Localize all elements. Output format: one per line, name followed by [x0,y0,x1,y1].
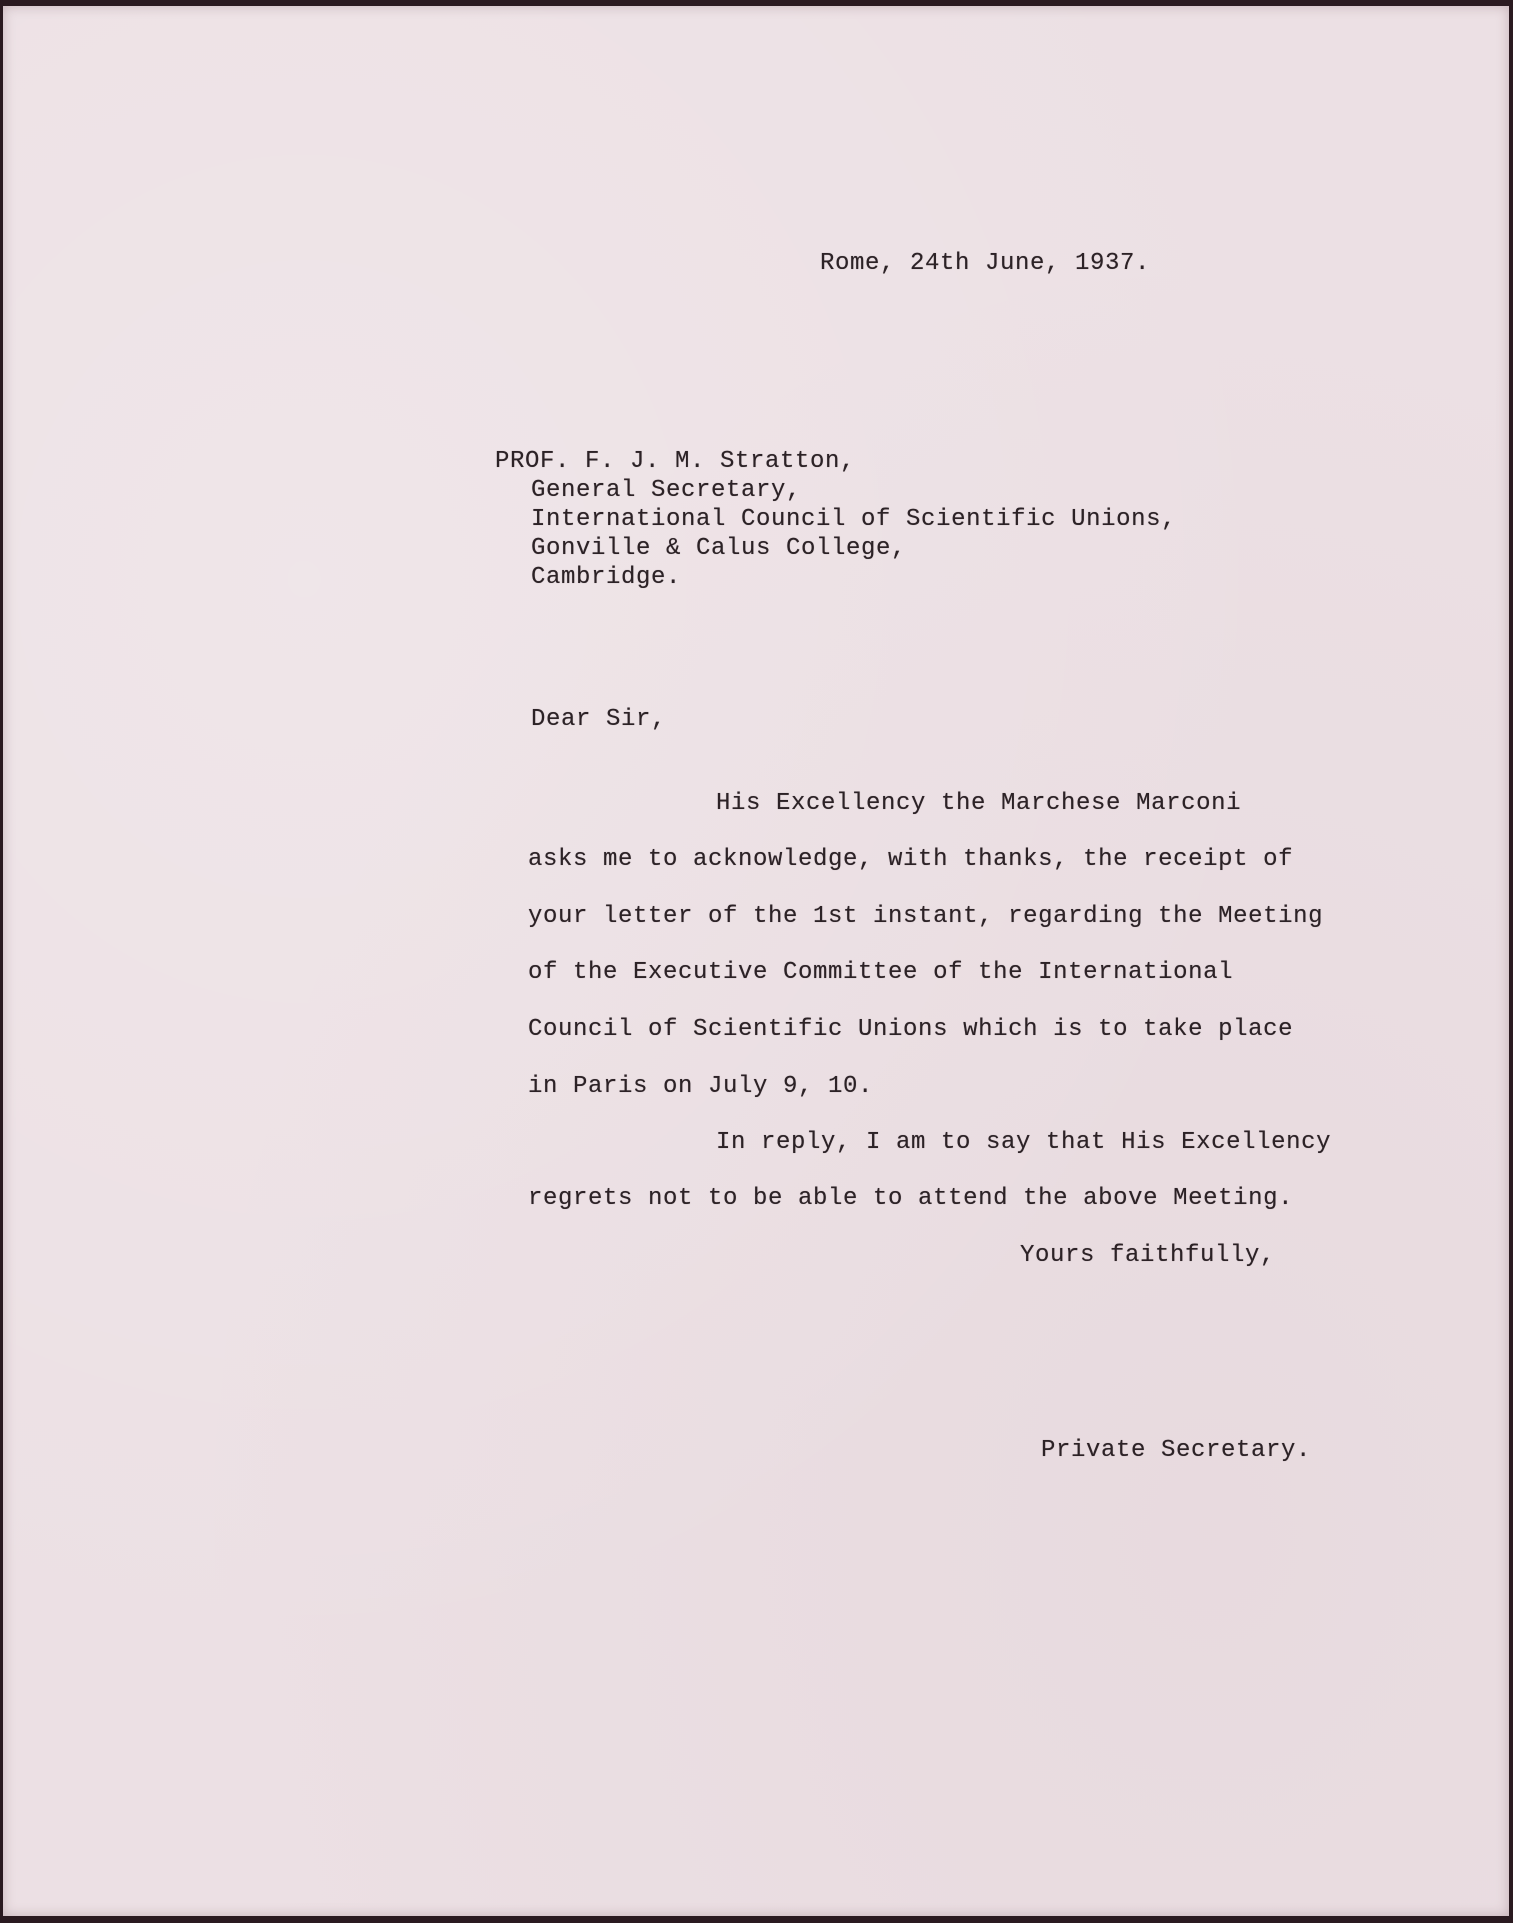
closing: Yours faithfully, [1020,1242,1276,1269]
salutation: Dear Sir, [531,706,667,733]
recipient-line: Cambridge. [531,564,682,591]
body-line: regrets not to be able to attend the above Meeting. [528,1185,1294,1212]
body-line: His Excellency the Marchese Marconi [716,790,1242,817]
signature-title: Private Secretary. [1041,1437,1312,1464]
body-line: of the Executive Committee of the International [528,959,1234,986]
body-line: your letter of the 1st instant, regarding the Meeting [528,903,1324,930]
body-line: In reply, I am to say that His Excellency [716,1129,1332,1156]
dateline: Rome, 24th June, 1937. [820,250,1151,277]
recipient-line: General Secretary, [531,477,802,504]
recipient-line: International Council of Scientific Unions, [531,506,1177,533]
body-line: asks me to acknowledge, with thanks, the receipt of [528,846,1294,873]
recipient-name: PROF. F. J. M. Stratton, [495,448,856,475]
body-line: in Paris on July 9, 10. [528,1073,874,1100]
recipient-line: Gonville & Calus College, [531,535,907,562]
letter-sheet [3,6,1509,1916]
body-line: Council of Scientific Unions which is to take place [528,1016,1294,1043]
